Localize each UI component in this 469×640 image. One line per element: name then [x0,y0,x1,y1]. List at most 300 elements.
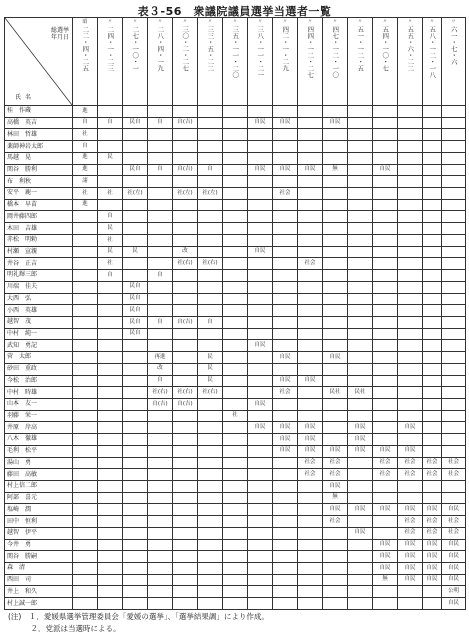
party-cell [223,129,248,141]
party-cell [148,586,173,598]
party-cell [73,270,98,282]
party-cell [373,117,398,129]
party-cell: 社 [73,188,98,200]
party-cell [148,539,173,551]
date-era: 昭 [82,19,88,25]
party-cell [442,316,466,328]
party-cell [248,492,273,504]
date-header [173,18,198,106]
party-cell [398,293,423,305]
party-cell [348,316,373,328]
party-cell [373,316,398,328]
date-header [198,18,223,106]
party-cell: 自民 [348,527,373,539]
party-cell [273,481,298,493]
party-cell [223,106,248,118]
party-cell [73,293,98,305]
party-cell [98,445,123,457]
party-cell [373,363,398,375]
party-cell [248,469,273,481]
party-cell: 自民 [323,481,348,493]
party-cell [223,199,248,211]
table-row [5,305,466,317]
party-cell [442,106,466,118]
party-cell [273,152,298,164]
party-cell [198,211,223,223]
party-cell [198,574,223,586]
party-cell [398,375,423,387]
party-cell [442,434,466,446]
date-header [73,18,98,106]
party-cell [223,328,248,340]
party-cell [373,328,398,340]
party-cell [223,258,248,270]
table-row [5,281,466,293]
party-cell [248,586,273,598]
party-cell [73,434,98,446]
party-cell: 社 [73,129,98,141]
party-cell [198,281,223,293]
party-cell [123,199,148,211]
candidate-name: 桂 作蔵 [5,106,73,118]
party-cell [298,305,323,317]
election-winners-table [4,17,466,610]
party-cell [198,469,223,481]
party-cell [73,516,98,528]
party-cell [248,223,273,235]
party-cell [123,516,148,528]
party-cell [348,469,373,481]
party-cell: 社(右) [198,258,223,270]
date-header [423,18,442,106]
candidate-name: 羽藤 栄一 [5,410,73,422]
party-cell [442,211,466,223]
party-cell [198,445,223,457]
date-header [398,18,423,106]
party-cell [423,293,442,305]
party-cell [123,211,148,223]
party-cell [348,188,373,200]
party-cell [398,141,423,153]
table-row [5,457,466,469]
candidate-name: 高橋 英吉 [5,117,73,129]
party-cell [373,422,398,434]
party-cell [223,152,248,164]
party-cell [123,141,148,153]
party-cell [273,539,298,551]
party-cell [273,516,298,528]
party-cell [423,387,442,399]
party-cell [173,152,198,164]
party-cell [398,246,423,258]
party-cell [123,234,148,246]
party-cell [173,434,198,446]
corner-name-label: 氏名 [15,94,36,101]
date-era: 〃 [257,19,263,25]
party-cell [148,469,173,481]
party-cell [398,270,423,282]
party-cell [198,106,223,118]
party-cell [273,199,298,211]
party-cell [198,176,223,188]
date-text: 三三・五・二二 [206,26,215,72]
party-cell [223,363,248,375]
party-cell [398,387,423,399]
party-cell [323,586,348,598]
party-cell [348,352,373,364]
party-cell: 自民 [248,422,273,434]
party-cell [248,270,273,282]
party-cell [198,340,223,352]
date-header [442,18,466,106]
party-cell [273,551,298,563]
party-cell [73,598,98,610]
table-title: 表３-56 衆議院議員選挙当選者一覧 [137,5,332,18]
candidate-name: 関谷 勝利 [5,164,73,176]
party-cell [248,152,273,164]
party-cell [348,363,373,375]
party-cell [223,176,248,188]
candidate-name: 関谷 勝嗣 [5,551,73,563]
party-cell [223,445,248,457]
party-cell [198,305,223,317]
party-cell [423,211,442,223]
party-cell [223,141,248,153]
date-era: 〃 [132,19,138,25]
party-cell [442,422,466,434]
candidate-name: 西田 司 [5,574,73,586]
party-cell [273,469,298,481]
party-cell [442,375,466,387]
party-cell [398,199,423,211]
date-text: 二四・一・二三 [106,26,115,72]
party-cell [248,258,273,270]
party-cell [248,445,273,457]
party-cell [223,434,248,446]
party-cell [442,234,466,246]
party-cell [73,445,98,457]
party-cell [173,481,198,493]
candidate-name: 中村 純一 [5,328,73,340]
party-cell [348,281,373,293]
party-cell [298,539,323,551]
party-cell: 自民 [442,539,466,551]
party-cell [348,516,373,528]
party-cell [323,176,348,188]
party-cell [323,434,348,446]
party-cell [423,188,442,200]
date-era: 〃 [332,19,338,25]
table-row [5,234,466,246]
date-text: 二七・一〇・一 [131,26,140,72]
party-cell [123,551,148,563]
party-cell [373,305,398,317]
table-body [5,106,466,610]
candidate-name: 馬越 晃 [5,152,73,164]
party-cell [123,129,148,141]
party-cell [73,481,98,493]
party-cell [98,129,123,141]
party-cell [373,199,398,211]
candidate-name: 井谷 正吉 [5,258,73,270]
party-cell [198,246,223,258]
party-cell [198,422,223,434]
party-cell [173,328,198,340]
table-row [5,586,466,598]
party-cell [173,539,198,551]
date-text: 四七・一二・一〇 [331,26,340,78]
party-cell [223,305,248,317]
party-cell [423,398,442,410]
party-cell [98,387,123,399]
date-text: 三五・一一・二〇 [231,26,240,78]
party-cell [173,281,198,293]
party-cell: 自 [98,211,123,223]
party-cell [442,188,466,200]
party-cell [248,574,273,586]
party-cell [273,410,298,422]
party-cell [173,410,198,422]
party-cell [148,176,173,188]
party-cell: 民 [198,352,223,364]
party-cell: 自民 [248,117,273,129]
party-cell [148,563,173,575]
candidate-name: 毛利 松平 [5,445,73,457]
party-cell [148,410,173,422]
party-cell [298,176,323,188]
party-cell [398,164,423,176]
party-cell [423,598,442,610]
party-cell [98,375,123,387]
party-cell [223,563,248,575]
party-cell [348,328,373,340]
party-cell [223,398,248,410]
party-cell [273,398,298,410]
party-cell [223,164,248,176]
party-cell [423,281,442,293]
party-cell [323,410,348,422]
party-cell: 再進 [148,352,173,364]
party-cell [273,492,298,504]
party-cell [223,481,248,493]
party-cell [73,469,98,481]
party-cell [423,586,442,598]
party-cell [423,152,442,164]
party-cell [423,258,442,270]
party-cell [223,340,248,352]
table-row [5,445,466,457]
party-cell [273,176,298,188]
party-cell [348,398,373,410]
party-cell [273,527,298,539]
table-row [5,223,466,235]
party-cell [173,504,198,516]
party-cell [148,152,173,164]
party-cell [223,281,248,293]
party-cell [348,305,373,317]
party-cell [148,340,173,352]
date-header [323,18,348,106]
party-cell: 自民 [398,574,423,586]
party-cell [173,598,198,610]
party-cell [442,445,466,457]
party-cell [98,328,123,340]
party-cell [442,293,466,305]
party-cell: 社会 [323,516,348,528]
party-cell [442,152,466,164]
party-cell [423,270,442,282]
party-cell [348,129,373,141]
party-cell [442,481,466,493]
party-cell [442,328,466,340]
party-cell [373,516,398,528]
party-cell [423,106,442,118]
party-cell [298,363,323,375]
party-cell [348,141,373,153]
date-era: 〃 [357,19,363,25]
party-cell [423,305,442,317]
candidate-name: 阿部 喜元 [5,492,73,504]
party-cell [248,516,273,528]
party-cell [323,270,348,282]
party-cell [423,375,442,387]
party-cell [173,469,198,481]
party-cell: 社会 [298,258,323,270]
party-cell: 自 [148,270,173,282]
party-cell: 社会 [373,469,398,481]
party-cell [323,563,348,575]
date-header [298,18,323,106]
party-cell: 自民 [348,504,373,516]
party-cell [273,106,298,118]
party-cell [98,527,123,539]
party-cell [123,434,148,446]
party-cell [323,527,348,539]
party-cell [198,434,223,446]
candidate-name: 木田 吉雄 [5,223,73,235]
party-cell [398,188,423,200]
party-cell [248,410,273,422]
party-cell: 社会 [398,516,423,528]
party-cell: 進 [73,199,98,211]
party-cell [442,129,466,141]
party-cell: 社会 [373,457,398,469]
party-cell [273,270,298,282]
party-cell: 民自 [123,328,148,340]
party-cell [373,129,398,141]
party-cell [323,106,348,118]
table-row [5,574,466,586]
party-cell [123,375,148,387]
party-cell [423,352,442,364]
party-cell [98,141,123,153]
party-cell [98,469,123,481]
candidate-name: 村瀬 宣親 [5,246,73,258]
candidate-name: 岡井藤四郎 [5,211,73,223]
party-cell [398,152,423,164]
party-cell: 自民 [442,563,466,575]
party-cell [398,234,423,246]
party-cell [248,316,273,328]
party-cell: 民 [98,223,123,235]
party-cell [273,129,298,141]
party-cell: 社会 [423,457,442,469]
party-cell [323,328,348,340]
party-cell [323,199,348,211]
party-cell [223,422,248,434]
party-cell [373,176,398,188]
candidate-name: 川端 佳夫 [5,281,73,293]
party-cell [223,539,248,551]
party-cell [198,586,223,598]
party-cell [423,129,442,141]
party-cell [442,176,466,188]
party-cell: 民社 [323,387,348,399]
party-cell [223,270,248,282]
party-cell: 民自 [123,305,148,317]
party-cell [123,469,148,481]
party-cell: 民自 [123,293,148,305]
date-text: 三八・一一・二一 [256,26,265,78]
party-cell [248,527,273,539]
date-text: 三〇・二・二七 [181,26,190,72]
party-cell: 自 [73,117,98,129]
party-cell: 社会 [423,516,442,528]
party-cell [323,246,348,258]
corner-date-label: 総選挙 年月日 [50,27,69,41]
party-cell: 民自 [123,281,148,293]
party-cell [148,422,173,434]
party-cell [298,551,323,563]
party-cell: 自(吉) [148,398,173,410]
party-cell [323,340,348,352]
date-era: 〃 [450,19,456,25]
party-cell [423,117,442,129]
party-cell: 改 [173,246,198,258]
party-cell [98,363,123,375]
party-cell [398,363,423,375]
party-cell [348,164,373,176]
party-cell [173,563,198,575]
party-cell [148,527,173,539]
party-cell [73,223,98,235]
party-cell: 自民 [423,551,442,563]
party-cell [73,375,98,387]
party-cell [423,164,442,176]
party-cell [423,316,442,328]
party-cell [423,246,442,258]
party-cell [348,258,373,270]
party-cell [198,398,223,410]
party-cell [442,352,466,364]
candidate-name: 布 利秋 [5,176,73,188]
party-cell: 社会 [398,469,423,481]
party-cell [323,129,348,141]
party-cell [123,539,148,551]
party-cell: 社会 [442,457,466,469]
party-cell: 自民 [442,598,466,610]
party-cell [273,234,298,246]
table-row [5,176,466,188]
party-cell [223,574,248,586]
party-cell [323,551,348,563]
date-era: 〃 [107,19,113,25]
party-cell [423,234,442,246]
date-text: 二八・四・一九 [156,26,165,72]
party-cell [423,492,442,504]
party-cell: 自民 [398,563,423,575]
party-cell: 社会 [398,527,423,539]
